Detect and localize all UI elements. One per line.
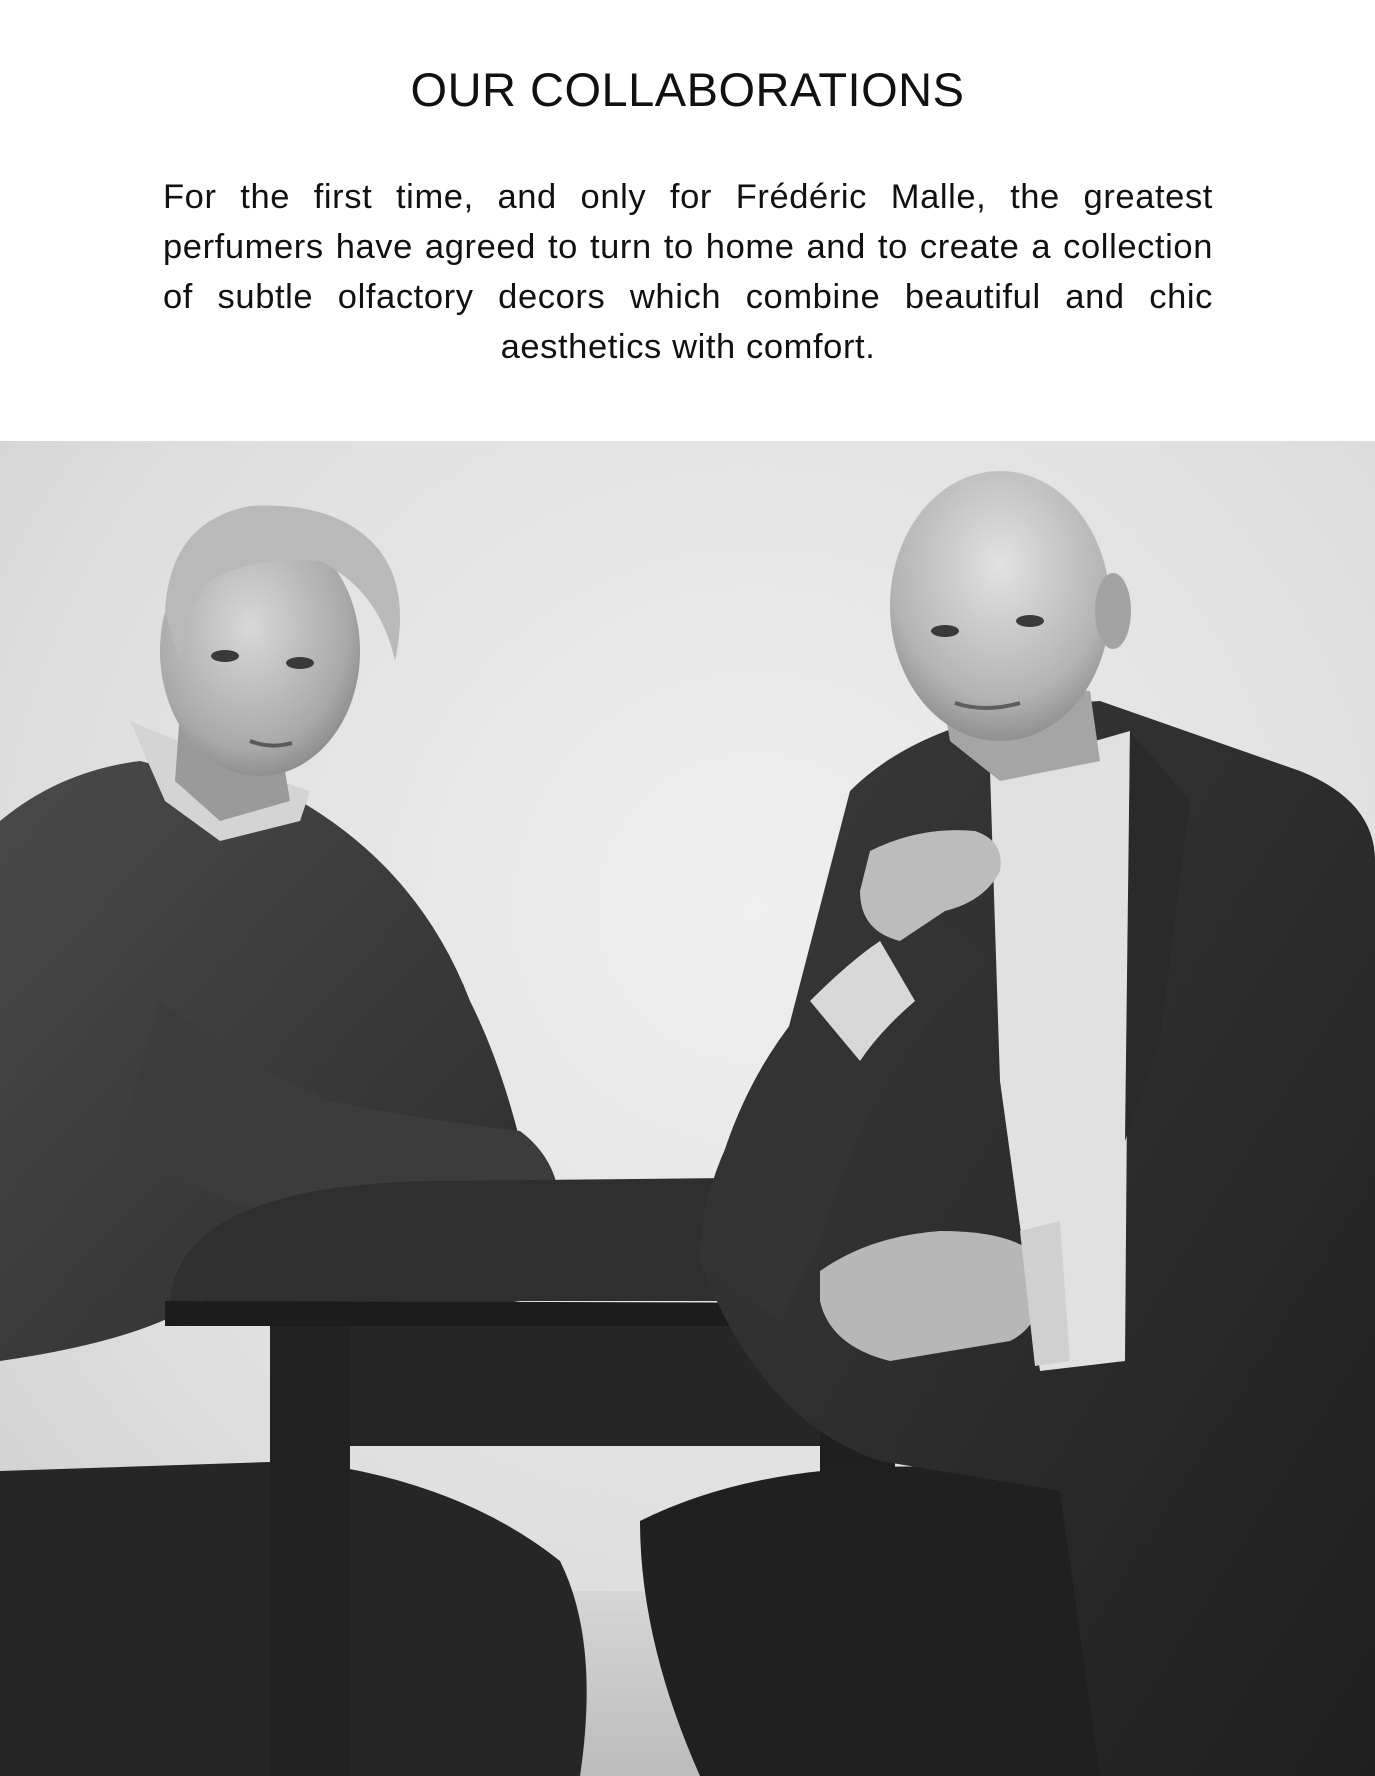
collaboration-portrait-photo (0, 441, 1375, 1776)
section-title: OUR COLLABORATIONS (410, 63, 965, 116)
collaborations-header (0, 0, 1375, 441)
section-description: For the first time, and only for Frédéric Malle, the greatest perfumers have agreed to turn to home and to create a collection of subtle olfactory decors which combine beautiful and chic aesthetics with comfort. (163, 178, 1213, 366)
